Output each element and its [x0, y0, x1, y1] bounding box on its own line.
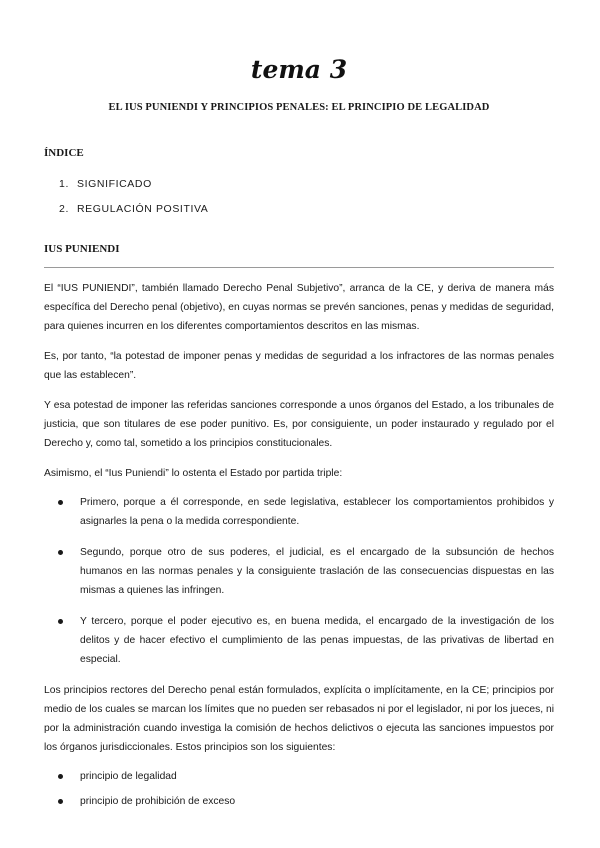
bullet-icon [58, 799, 63, 804]
paragraph: Y esa potestad de imponer las referidas sanciones corresponde a unos órganos del Estado, a los tribunales de justicia, que son titulares de ese poder punitivo. Es, por consiguiente, un poder instaurado y regulado por el Derecho y, como tal, sometido a los principios constitucionales. [44, 400, 554, 449]
document-subtitle: EL IUS PUNIENDI Y PRINCIPIOS PENALES: EL PRINCIPIO DE LEGALIDAD [108, 102, 490, 113]
bullet-list [44, 493, 554, 669]
paragraph: Los principios rectores del Derecho penal están formulados, explícita o implícitamente, en la CE; principios por medio de los cuales se marcan los límites que no pueden ser rebasados ni por el legislador, ni por los jueces, ni por la administración cuando investiga la comisión de hechos delictivos o ejecuta las sanciones impuestos por los órganos jurisdiccionales. Estos principios son los siguientes: [44, 685, 554, 753]
paragraph: Asimismo, el “Ius Puniendi” lo ostenta el Estado por partida triple: [44, 468, 343, 479]
paragraph: El “IUS PUNIENDI”, también llamado Derecho Penal Subjetivo”, arranca de la CE, y deriva de manera más específica del Derecho penal (objetivo), en cuyas normas se prevén sanciones, penas y medidas de seguridad, para quienes incurren en los diferentes comportamientos descritos en las mismas. [44, 283, 554, 332]
section-divider [44, 267, 554, 268]
paragraph: Es, por tanto, “la potestad de imponer penas y medidas de seguridad a los infractores de las normas penales que las establecen”. [44, 351, 554, 381]
bullet-item [58, 543, 554, 600]
principle-item [58, 792, 554, 811]
index-list [44, 171, 554, 221]
bullet-text: Y tercero, porque el poder ejecutivo es, en buena medida, el encargado de la investigación de los delitos y de hacer efectivo el cumplimiento de las penas impuestas, de las privativas de libertad en especial. [80, 616, 554, 665]
principle-text: principio de legalidad [80, 771, 177, 782]
bullet-icon [58, 619, 63, 624]
index-item-label: SIGNIFICADO [77, 177, 152, 190]
document-title: tema 3 [250, 55, 348, 84]
bullet-icon [58, 550, 63, 555]
principle-text: principio de prohibición de exceso [80, 796, 236, 807]
bullet-item [58, 493, 554, 531]
bullet-text: Primero, porque a él corresponde, en sede legislativa, establecer los comportamientos prohibidos y asignarles la pena o la medida correspondiente. [80, 497, 554, 527]
section-heading: IUS PUNIENDI [44, 243, 120, 255]
index-item-number: 2. [59, 202, 69, 215]
index-heading: ÍNDICE [44, 147, 84, 159]
bullet-icon [58, 774, 63, 779]
bullet-text: Segundo, porque otro de sus poderes, el judicial, es el encargado de la subsunción de hechos humanos en las normas penales y la consiguiente traslación de las consecuencias dispuestas en las mismas a quienes las infringen. [80, 547, 554, 596]
principle-item [58, 767, 554, 786]
bullet-item [58, 612, 554, 669]
principles-list [44, 767, 554, 811]
index-item [59, 196, 554, 221]
bullet-icon [58, 500, 63, 505]
index-item-label: REGULACIÓN POSITIVA [77, 202, 209, 215]
index-item-number: 1. [59, 177, 69, 190]
index-item [59, 171, 554, 196]
